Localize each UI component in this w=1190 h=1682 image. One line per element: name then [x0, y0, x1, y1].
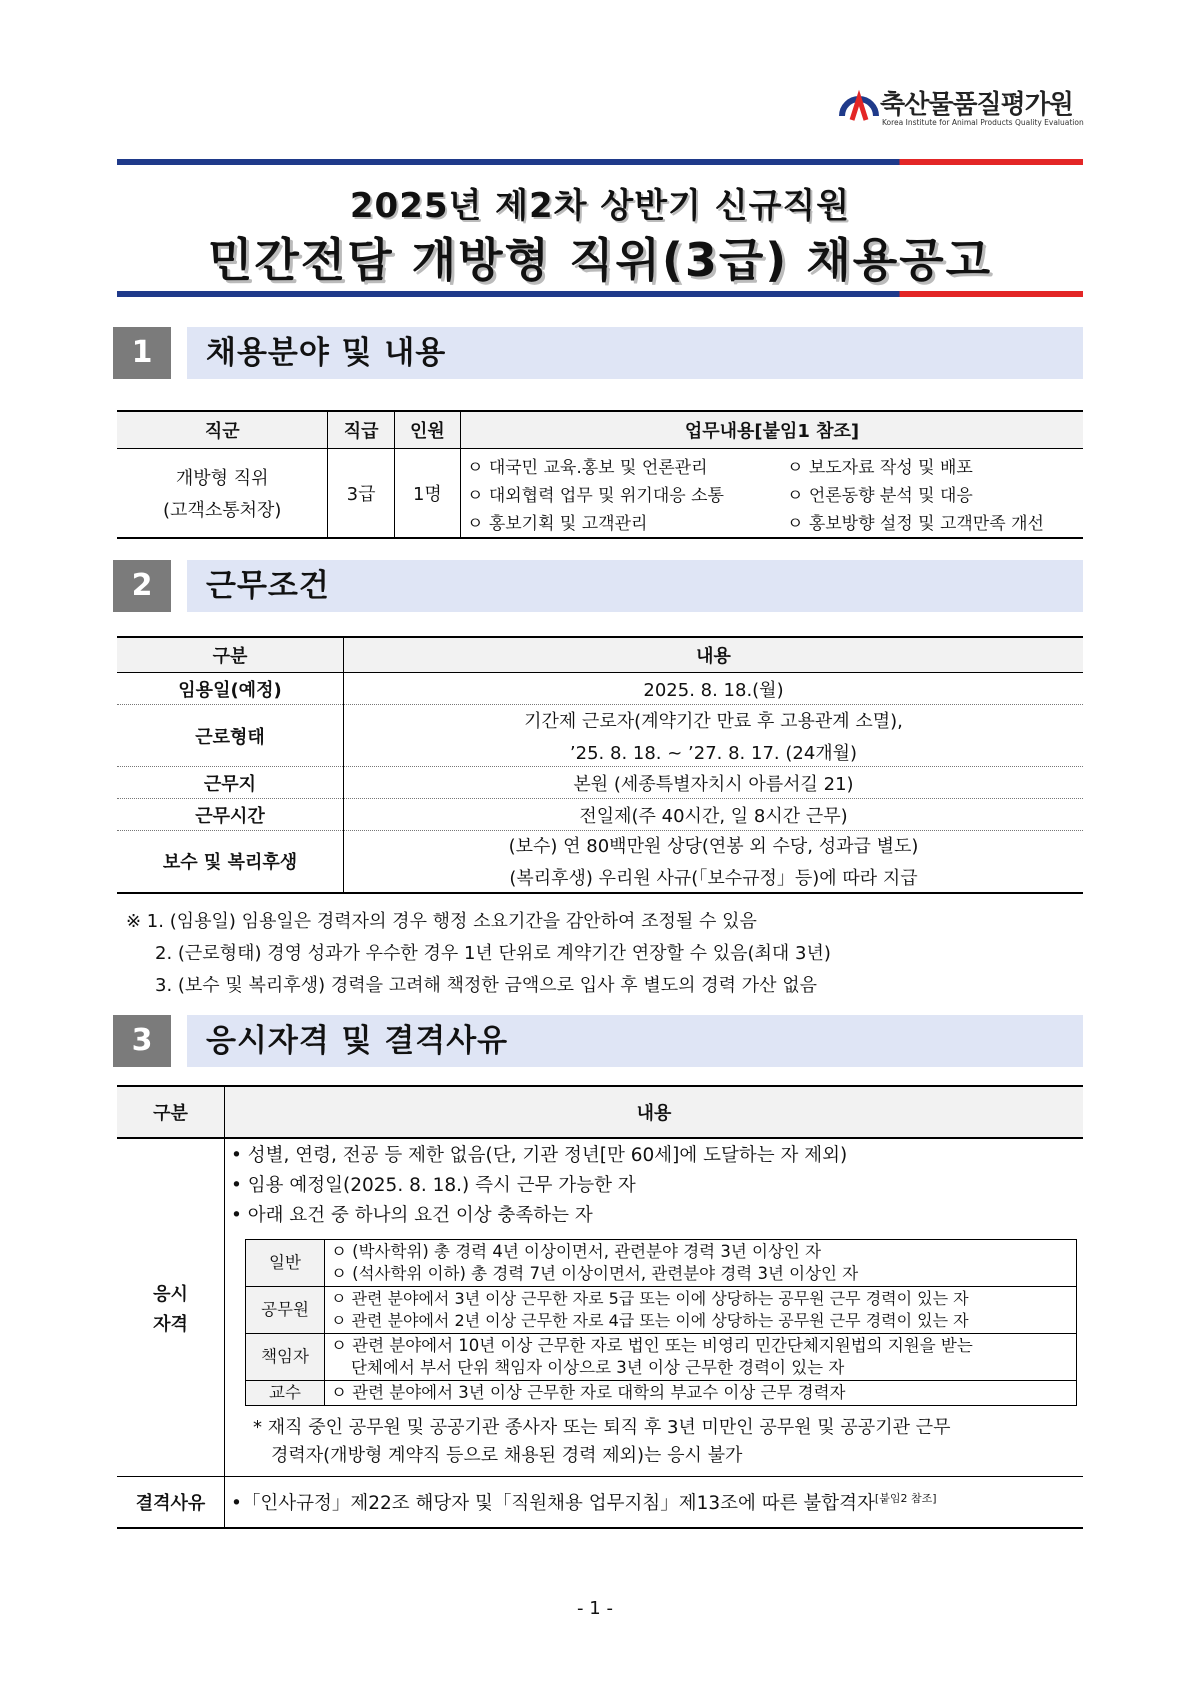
recruitment-table [117, 410, 1083, 539]
cell-grade: 3급 [328, 449, 394, 539]
group-line-2: (고객소통처장) [163, 500, 282, 521]
duty-item: ㅇ 언론동향 분석 및 대응 [787, 485, 973, 506]
criteria-line: ㅇ 관련 분야에서 3년 이상 근무한 자로 5급 또는 이에 상당하는 공무원 근무 경력이 있는 자 [331, 1289, 969, 1308]
note-line: 2. (근로형태) 경영 성과가 우수한 경우 1년 단위로 계약기간 연장할 수 있음(최대 3년) [155, 943, 831, 964]
header-group: 직군 [117, 411, 328, 449]
criteria-content [325, 1334, 1077, 1381]
organization-logo [838, 84, 1083, 132]
group-line-1: 개방형 직위 [175, 468, 269, 489]
logo-mark-icon [838, 84, 880, 126]
eligibility-key-line: 자격 [153, 1313, 188, 1335]
eligibility-bullet: • 성별, 연령, 전공 등 제한 없음(단, 기관 정년[만 60세]에 도달하는 자 제외) [231, 1145, 848, 1166]
criteria-row [246, 1334, 1077, 1381]
header-category: 구분 [117, 637, 344, 673]
criteria-row [246, 1287, 1077, 1334]
cell-group [117, 449, 328, 539]
conditions-header-row [117, 637, 1083, 673]
eligibility-table [117, 1085, 1083, 1529]
recruitment-row [117, 449, 1083, 539]
eligibility-bullet: • 임용 예정일(2025. 8. 18.) 즉시 근무 가능한 자 [231, 1175, 636, 1196]
work-conditions-table [117, 636, 1083, 894]
title-top-bar [117, 159, 1083, 165]
disqualification-key: 결격사유 [117, 1477, 225, 1529]
criteria-category: 공무원 [246, 1287, 325, 1334]
cell-duties [461, 449, 1084, 539]
note-line: ※ 1. (임용일) 임용일은 경력자의 경우 행정 소요기간을 감안하여 조정될 수 있음 [126, 911, 757, 932]
criteria-line: ㅇ (석사학위 이하) 총 경력 7년 이상이면서, 관련분야 경력 3년 이상인 자 [331, 1264, 859, 1283]
header-grade: 직급 [328, 411, 394, 449]
condition-line: (복리후생) 우리원 사규(「보수규정」등)에 따라 지급 [509, 868, 918, 890]
condition-value: 본원 (세종특별자치시 아름서길 21) [344, 767, 1084, 799]
criteria-content [325, 1287, 1077, 1334]
page-number: - 1 - [577, 1598, 613, 1619]
criteria-category: 교수 [246, 1381, 325, 1406]
condition-value: 2025. 8. 18.(월) [344, 673, 1084, 705]
disqualification-text: •「인사규정」제22조 해당자 및「직원채용 업무지침」제13조에 따른 불합격자 [231, 1493, 875, 1514]
section-3-title: 응시자격 및 결격사유 [206, 1023, 509, 1059]
criteria-row [246, 1381, 1077, 1406]
condition-key: 근무시간 [117, 799, 344, 831]
criteria-category: 일반 [246, 1240, 325, 1287]
title-bottom-bar [117, 291, 1083, 297]
eligibility-header-row [117, 1086, 1083, 1138]
condition-line: ’25. 8. 18. ~ ’27. 8. 17. (24개월) [569, 742, 858, 764]
eligibility-bullet: • 아래 요건 중 하나의 요건 이상 충족하는 자 [231, 1205, 593, 1226]
criteria-category: 책임자 [246, 1334, 325, 1381]
eligibility-key-line: 응시 [153, 1283, 188, 1305]
logo-name: 축산물품질평가원 [880, 90, 1073, 120]
condition-row [117, 831, 1083, 893]
condition-row [117, 767, 1083, 799]
note-line: 3. (보수 및 복리후생) 경력을 고려해 책정한 금액으로 입사 후 별도의 경력 가산 없음 [155, 975, 818, 996]
condition-value [344, 705, 1084, 767]
logo-subtitle: Korea Institute for Animal Products Quality Evaluation [882, 118, 1084, 127]
cell-count: 1명 [394, 449, 460, 539]
condition-row [117, 673, 1083, 705]
duty-item: ㅇ 보도자료 작성 및 배포 [787, 457, 973, 478]
duty-item: ㅇ 홍보방향 설정 및 고객만족 개선 [787, 513, 1044, 534]
disqualification-reference: [붙임2 참조] [874, 1491, 937, 1505]
header-content: 내용 [225, 1086, 1084, 1138]
header-count: 인원 [394, 411, 460, 449]
duty-item: ㅇ 대국민 교육.홍보 및 언론관리 [467, 457, 708, 478]
condition-key: 근무지 [117, 767, 344, 799]
title-line-2: 민간전담 개방형 직위(3급) 채용공고 [207, 233, 993, 287]
header-category: 구분 [117, 1086, 225, 1138]
recruitment-header-row [117, 411, 1083, 449]
header-duties: 업무내용[붙임1 참조] [461, 411, 1084, 449]
section-3-number: 3 [113, 1015, 171, 1067]
condition-row [117, 705, 1083, 767]
disqualification-content [225, 1477, 1084, 1529]
section-2-number: 2 [113, 560, 171, 612]
section-1-title: 채용분야 및 내용 [206, 335, 447, 371]
criteria-row [246, 1240, 1077, 1287]
condition-key: 보수 및 복리후생 [117, 831, 344, 893]
duty-item: ㅇ 홍보기획 및 고객관리 [467, 513, 648, 534]
eligibility-row [117, 1138, 1083, 1477]
criteria-line: ㅇ (박사학위) 총 경력 4년 이상이면서, 관련분야 경력 3년 이상인 자 [331, 1242, 822, 1261]
condition-line: (보수) 연 80백만원 상당(연봉 외 수당, 성과급 별도) [508, 836, 919, 858]
eligibility-footnote: 경력자(개방형 계약직 등으로 채용된 경력 제외)는 응시 불가 [271, 1445, 743, 1466]
criteria-content [325, 1240, 1077, 1287]
conditions-notes [126, 906, 831, 1002]
condition-line: 기간제 근로자(계약기간 만료 후 고용관계 소멸), [524, 710, 903, 732]
eligibility-key [117, 1138, 225, 1477]
header-content: 내용 [344, 637, 1084, 673]
duty-item: ㅇ 대외협력 업무 및 위기대응 소통 [467, 485, 724, 506]
condition-row [117, 799, 1083, 831]
criteria-line: ㅇ 관련 분야에서 3년 이상 근무한 자로 대학의 부교수 이상 근무 경력자 [331, 1383, 846, 1402]
section-2-title: 근무조건 [206, 568, 330, 604]
disqualification-row [117, 1477, 1083, 1529]
condition-key: 근로형태 [117, 705, 344, 767]
criteria-table [245, 1239, 1077, 1406]
section-1-number: 1 [113, 327, 171, 379]
criteria-line: 단체에서 부서 단위 책임자 이상으로 3년 이상 근무한 경력이 있는 자 [351, 1358, 845, 1377]
criteria-line: ㅇ 관련 분야에서 10년 이상 근무한 자로 법인 또는 비영리 민간단체지원법의 지원을 받는 [331, 1336, 973, 1355]
criteria-line: ㅇ 관련 분야에서 2년 이상 근무한 자로 4급 또는 이에 상당하는 공무원 근무 경력이 있는 자 [331, 1311, 969, 1330]
eligibility-footnote: * 재직 중인 공무원 및 공공기관 종사자 또는 퇴직 후 3년 미만인 공무원 및 공공기관 근무 [253, 1417, 951, 1438]
condition-value [344, 831, 1084, 893]
condition-key: 임용일(예정) [117, 673, 344, 705]
condition-value: 전일제(주 40시간, 일 8시간 근무) [344, 799, 1084, 831]
title-line-1: 2025년 제2차 상반기 신규직원 [349, 186, 851, 226]
eligibility-content [225, 1138, 1084, 1477]
criteria-content [325, 1381, 1077, 1406]
